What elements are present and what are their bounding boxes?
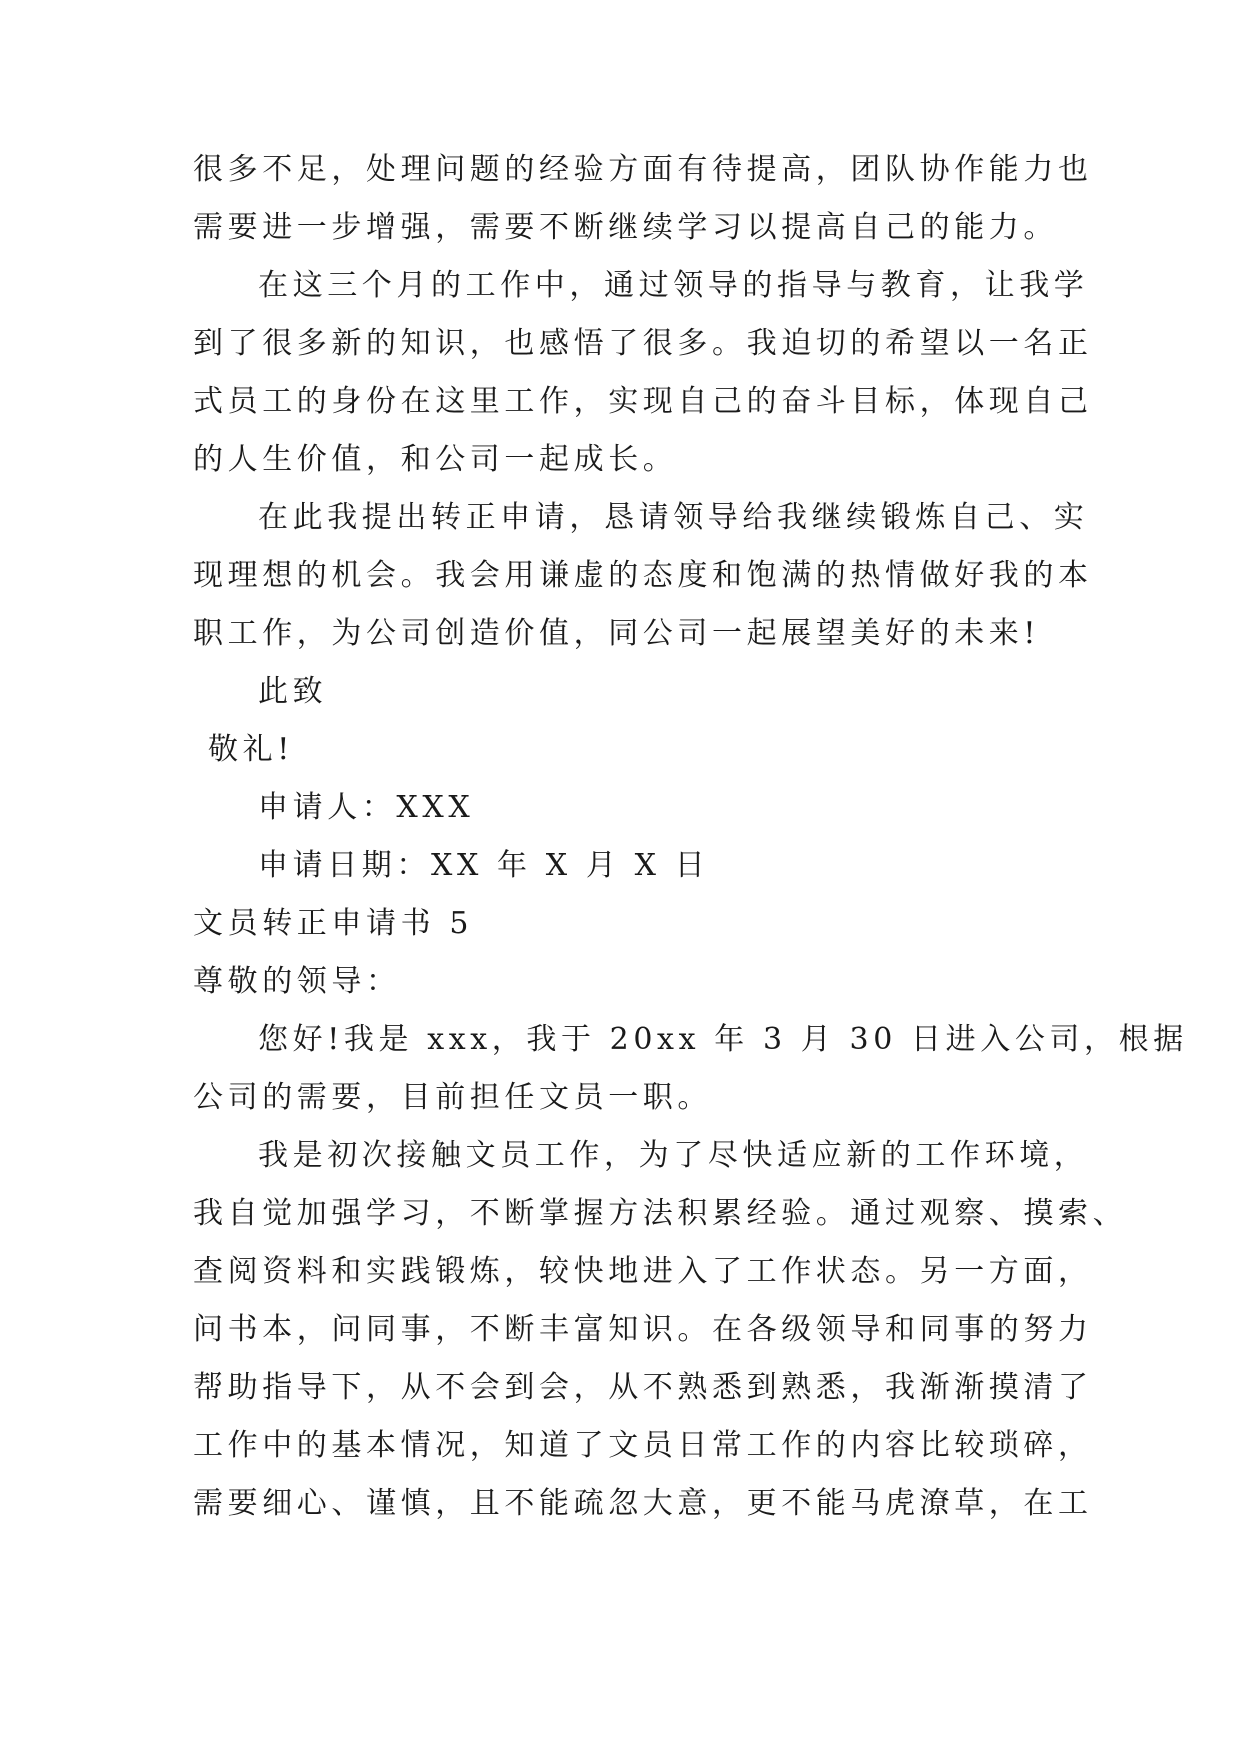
text-line: 我自觉加强学习，不断掌握方法积累经验。通过观察、摸索、 (193, 1196, 1128, 1231)
text-line: 帮助指导下，从不会到会，从不熟悉到熟悉，我渐渐摸清了 (193, 1370, 1093, 1405)
text-line: 查阅资料和实践锻炼，较快地进入了工作状态。另一方面， (193, 1254, 1093, 1289)
greeting: 尊敬的领导： (193, 964, 401, 999)
text-line: 需要进一步增强，需要不断继续学习以提高自己的能力。 (193, 210, 1058, 245)
closing-salutation: 此致 (258, 674, 328, 709)
text-line: 职工作，为公司创造价值，同公司一起展望美好的未来! (193, 616, 1041, 651)
application-date: 申请日期：XX 年 X 月 X 日 (258, 848, 710, 883)
text-line: 式员工的身份在这里工作，实现自己的奋斗目标，体现自己 (193, 384, 1093, 419)
paragraph-start-line: 您好!我是 xxx，我于 20xx 年 3 月 30 日进入公司，根据 (258, 1022, 1188, 1057)
paragraph-start-line: 在此我提出转正申请，恳请领导给我继续锻炼自己、实 (258, 500, 1089, 535)
section-title: 文员转正申请书 5 (193, 906, 474, 941)
paragraph-start-line: 在这三个月的工作中，通过领导的指导与教育，让我学 (258, 268, 1089, 303)
text-line: 需要细心、谨慎，且不能疏忽大意，更不能马虎潦草，在工 (193, 1486, 1093, 1521)
text-line: 到了很多新的知识，也感悟了很多。我迫切的希望以一名正 (193, 326, 1093, 361)
text-line: 公司的需要，目前担任文员一职。 (193, 1080, 712, 1115)
text-line: 工作中的基本情况，知道了文员日常工作的内容比较琐碎， (193, 1428, 1093, 1463)
text-line: 现理想的机会。我会用谦虚的态度和饱满的热情做好我的本 (193, 558, 1093, 593)
text-line: 问书本，问同事，不断丰富知识。在各级领导和同事的努力 (193, 1312, 1093, 1347)
paragraph-start-line: 我是初次接触文员工作，为了尽快适应新的工作环境， (258, 1138, 1089, 1173)
text-line: 的人生价值，和公司一起成长。 (193, 442, 678, 477)
text-line: 很多不足，处理问题的经验方面有待提高，团队协作能力也 (193, 152, 1093, 187)
applicant-name: 申请人：XXX (258, 790, 475, 825)
closing-regards: 敬礼! (208, 732, 294, 767)
